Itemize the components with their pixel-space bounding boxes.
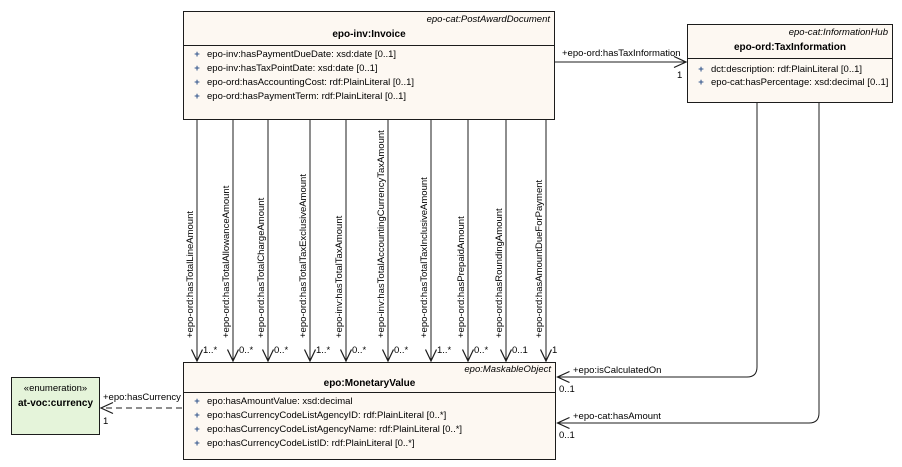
parent-class-label: epo:MaskableObject	[464, 364, 551, 375]
connector-hasTotalTaxInclusiveAmount[interactable]	[419, 120, 452, 361]
class-name: at-voc:currency	[17, 398, 94, 409]
visibility-marker: +	[698, 64, 704, 75]
attribute-text: epo-inv:hasPaymentDueDate: xsd:date [0..1]	[207, 49, 397, 60]
connector-hasAmount[interactable]	[558, 103, 820, 441]
attribute-row	[184, 395, 555, 409]
attribute-compartment	[184, 393, 555, 451]
attribute-text: epo-cat:hasPercentage: xsd:decimal [0..1]	[711, 77, 889, 88]
connector-label: +epo-ord:hasRoundingAmount	[494, 208, 505, 338]
attribute-text: epo:hasCurrencyCodeListID: rdf:PlainLiteral [0..*]	[207, 438, 415, 449]
connector-isCalculatedOn[interactable]	[558, 103, 758, 395]
parent-class-label: epo-cat:InformationHub	[788, 27, 888, 38]
connector-hasCurrency[interactable]	[101, 392, 182, 427]
class-header	[184, 12, 554, 46]
multiplicity-label: 1..*	[316, 345, 331, 356]
connector-label: +epo-inv:hasTotalAccountingCurrencyTaxAmount	[376, 130, 387, 338]
connector-label: +epo-ord:hasTotalLineAmount	[185, 210, 196, 338]
attribute-text: dct:description: rdf:PlainLiteral [0..1]	[711, 64, 863, 75]
connector-hasTotalTaxAmount[interactable]	[334, 120, 367, 361]
attribute-row	[688, 76, 892, 89]
multiplicity-label: 0..1	[559, 384, 575, 395]
connector-hasTotalAccountingCurrencyTaxAmount[interactable]	[376, 120, 409, 361]
connector-hasAmountDueForPayment[interactable]	[534, 120, 557, 361]
parent-class-label: epo-cat:PostAwardDocument	[426, 14, 550, 25]
visibility-marker: +	[698, 77, 704, 88]
attribute-row	[184, 62, 554, 76]
multiplicity-label: 1	[677, 70, 683, 81]
visibility-marker: +	[194, 91, 200, 102]
visibility-marker: +	[194, 77, 200, 88]
class-invoice[interactable]	[183, 11, 555, 120]
multiplicity-label: 1	[103, 416, 109, 427]
attribute-row	[184, 90, 554, 104]
visibility-marker: +	[194, 410, 200, 421]
class-tax-information[interactable]	[687, 24, 893, 103]
attribute-text: epo-ord:hasPaymentTerm: rdf:PlainLiteral [0..1]	[207, 91, 407, 102]
connector-label: +epo-ord:hasTotalAllowanceAmount	[221, 185, 232, 338]
multiplicity-label: 1..*	[437, 345, 452, 356]
class-header	[184, 363, 555, 393]
class-header	[688, 25, 892, 59]
enumeration-currency[interactable]	[11, 377, 100, 435]
multiplicity-label: 0..*	[274, 345, 289, 356]
connector-hasTotalAllowanceAmount[interactable]	[221, 120, 254, 361]
connector-hasTotalTaxExclusiveAmount[interactable]	[298, 120, 331, 361]
connector-hasRoundingAmount[interactable]	[494, 120, 528, 361]
visibility-marker: +	[194, 424, 200, 435]
multiplicity-label: 1	[552, 345, 558, 356]
connector-label: +epo-ord:hasTaxInformation	[562, 48, 681, 59]
class-monetary-value[interactable]	[183, 362, 556, 460]
attribute-row	[184, 76, 554, 90]
visibility-marker: +	[194, 396, 200, 407]
connector-hasPrepaidAmount[interactable]	[456, 120, 489, 361]
connector-label: +epo-cat:hasAmount	[573, 411, 661, 422]
connector-label: +epo-ord:hasTotalTaxInclusiveAmount	[419, 177, 430, 338]
multiplicity-label: 0..*	[394, 345, 409, 356]
attribute-compartment	[184, 46, 554, 104]
multiplicity-label: 0..1	[559, 430, 575, 441]
connector-hasTaxInformation[interactable]	[555, 48, 686, 81]
multiplicity-label: 0..*	[239, 345, 254, 356]
attribute-row	[688, 63, 892, 76]
connector-hasTotalLineAmount[interactable]	[185, 120, 218, 361]
attribute-row	[184, 48, 554, 62]
connector-hasTotalChargeAmount[interactable]	[256, 120, 289, 361]
multiplicity-label: 1..*	[203, 345, 218, 356]
attribute-text: epo:hasCurrencyCodeListAgencyName: rdf:PlainLiteral [0..*]	[207, 424, 463, 435]
visibility-marker: +	[194, 49, 200, 60]
connector-label: +epo-ord:hasPrepaidAmount	[456, 216, 467, 338]
multiplicity-label: 0..*	[352, 345, 367, 356]
attribute-text: epo:hasAmountValue: xsd:decimal	[207, 396, 353, 407]
visibility-marker: +	[194, 438, 200, 449]
attribute-text: epo-inv:hasTaxPointDate: xsd:date [0..1]	[207, 63, 378, 74]
stereotype-label: «enumeration»	[23, 383, 88, 394]
class-name: epo:MonetaryValue	[323, 378, 416, 389]
attribute-row	[184, 409, 555, 423]
attribute-text: epo-ord:hasAccountingCost: rdf:PlainLiteral [0..1]	[207, 77, 415, 88]
connector-label: +epo-inv:hasTotalTaxAmount	[334, 215, 345, 338]
multiplicity-label: 0..1	[512, 345, 528, 356]
attribute-compartment	[688, 59, 892, 89]
connector-label: +epo-ord:hasAmountDueForPayment	[534, 179, 545, 338]
connector-label: +epo:hasCurrency	[103, 392, 181, 403]
connector-label: +epo-ord:hasTotalTaxExclusiveAmount	[298, 174, 309, 338]
connector-label: +epo:isCalculatedOn	[573, 365, 662, 376]
attribute-row	[184, 423, 555, 437]
class-name: epo-inv:Invoice	[332, 29, 406, 40]
attribute-text: epo:hasCurrencyCodeListAgencyID: rdf:PlainLiteral [0..*]	[207, 410, 447, 421]
visibility-marker: +	[194, 63, 200, 74]
multiplicity-label: 0..*	[474, 345, 489, 356]
attribute-row	[184, 437, 555, 451]
class-name: epo-ord:TaxInformation	[733, 42, 847, 53]
connector-label: +epo-ord:hasTotalChargeAmount	[256, 197, 267, 338]
